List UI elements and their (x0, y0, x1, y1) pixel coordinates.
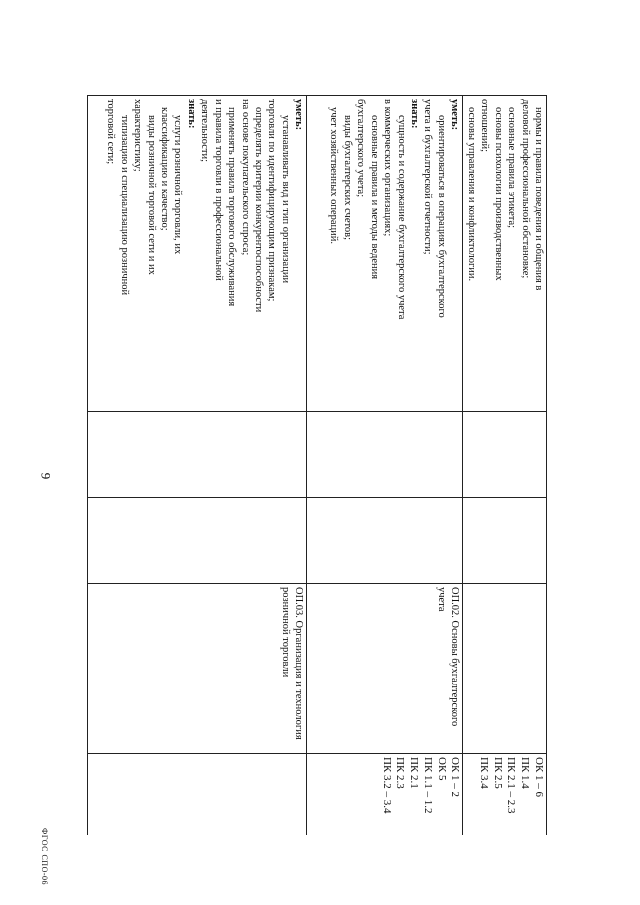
content-cell (88, 96, 307, 412)
text-line: в коммерческих организациях; (382, 99, 394, 237)
page-number: 9 (38, 472, 54, 480)
table-row (88, 96, 307, 836)
content-cell (307, 96, 463, 412)
discipline-cell (463, 584, 547, 754)
text-line: торговли по идентифицирующим признакам; (266, 99, 278, 302)
competency-table (87, 95, 547, 835)
text-line: ориентироваться в операциях бухгалтерского (435, 115, 447, 318)
competency-code: ПК 1.4 (519, 757, 532, 789)
text-line: знать: (185, 99, 197, 129)
table-region (87, 95, 547, 835)
text-line: классификацию и качество; (159, 107, 170, 231)
text-line: учет хозяйственных операций. (328, 107, 340, 244)
text-line: основные правила и методы ведения (368, 115, 380, 280)
empty-cell (463, 498, 547, 584)
text-line: определять критерии конкурентоспособности (253, 107, 265, 313)
text-line: основы управления и конфликтологии. (465, 107, 477, 282)
empty-cell (307, 498, 463, 584)
competency-cell (88, 754, 307, 836)
empty-cell (88, 498, 307, 584)
competency-code: ПК 2.5 (491, 757, 504, 789)
competency-code: ОК 1 – 6 (533, 757, 545, 798)
text-line: уметь: (449, 99, 461, 131)
text-line: виды розничной торговой сети и их (145, 115, 157, 275)
competency-code: ПК 2.3 (394, 757, 407, 789)
content-cell (463, 96, 547, 412)
text-line: бухгалтерского учета; (355, 99, 367, 198)
text-line: нормы и правила поведения и общения в (533, 107, 544, 291)
text-line: отношений; (479, 99, 491, 153)
text-line: услуги розничной торговли, их (172, 115, 184, 255)
text-line: торговой сети; (105, 99, 117, 165)
text-line: сущность и содержание бухгалтерского учета (395, 115, 407, 320)
text-line: виды бухгалтерских счетов; (341, 115, 353, 241)
competency-code: ПК 2.1 – 2.3 (505, 757, 518, 814)
text-line: деятельности; (199, 99, 211, 163)
text-line: типизацию и специализацию розничной (118, 115, 130, 296)
empty-cell (463, 412, 547, 498)
competency-code: ПК 2.1 (408, 757, 421, 789)
empty-cell (88, 412, 307, 498)
text-line: учета и бухгалтерской отчетности; (422, 99, 434, 255)
text-line: уметь: (293, 99, 305, 131)
footer-code: ФГОС СПО-06 (40, 827, 50, 886)
competency-code: ПК 1.1 – 1.2 (421, 757, 434, 814)
text-line: устанавливать вид и тип организации (279, 115, 291, 284)
competency-code: ПК 3.2 – 3.4 (380, 757, 393, 814)
competency-code: ОК 1 – 2 (449, 757, 462, 798)
text-line: основные правила этикета; (506, 107, 518, 229)
text-line: характеристику; (132, 99, 144, 172)
competency-code: ПК 3.4 (478, 757, 490, 789)
discipline-cell: ОП.02. Основы бухгалтерского учета (307, 584, 463, 754)
table-row (463, 96, 547, 836)
competency-cell (307, 754, 463, 836)
text-line: применять правила торгового обслуживания (226, 107, 238, 307)
text-line: на основе покупательского спроса; (239, 99, 251, 256)
competency-code: ОК 5 (435, 757, 448, 781)
empty-cell (307, 412, 463, 498)
discipline-cell: ОП.03. Организация и технология розничной торговли (88, 584, 307, 754)
text-line: деловой профессиональной обстановке; (519, 99, 531, 279)
table-row (307, 96, 463, 836)
text-line: знать: (409, 99, 421, 129)
text-line: основы психологии производственных (492, 107, 504, 281)
competency-cell (463, 754, 547, 836)
text-line: и правила торговли в профессиональной (212, 99, 224, 281)
